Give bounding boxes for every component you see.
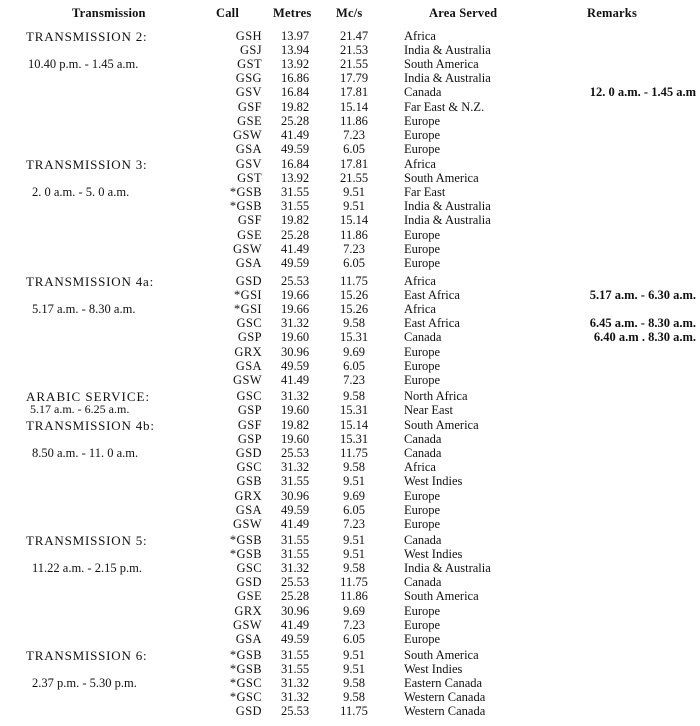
area-served: Africa [404,460,436,475]
wavelength-metres: 19.60 [280,403,310,418]
table-row [0,302,700,316]
call-sign: GSV [235,85,262,100]
call-sign: GSE [237,589,262,604]
area-served: Eastern Canada [404,676,483,691]
frequency-mcs: 15.31 [339,330,369,345]
frequency-mcs: 9.69 [343,344,365,359]
table-row [0,533,700,547]
wavelength-metres: 19.66 [280,302,310,317]
frequency-mcs: 6.05 [343,255,365,270]
header-call: Call [216,6,240,20]
wavelength-metres: 13.97 [280,29,310,43]
frequency-mcs: 9.51 [343,662,365,677]
table-row [0,330,700,344]
table-row [0,460,700,474]
remarks: 12. 0 a.m. - 1.45 a.m [589,85,696,100]
header-area-served: Area Served [429,6,498,20]
header-mcs: Mc/s [336,6,363,20]
table-row [0,418,700,432]
area-served: India & Australia [404,561,491,576]
section-time: 11.22 a.m. - 2.15 p.m. [32,561,142,576]
section-time: 2.37 p.m. - 5.30 p.m. [32,676,137,691]
area-served: India & Australia [404,71,491,86]
frequency-mcs: 6.05 [343,141,365,156]
section-title: TRANSMISSION 4a: [26,274,155,289]
wavelength-metres: 49.59 [280,141,310,156]
call-sign: GSW [233,516,262,531]
call-sign: GSH [235,29,262,43]
wavelength-metres: 25.28 [280,113,310,128]
table-row [0,242,700,256]
frequency-mcs: 11.75 [340,704,368,719]
frequency-mcs: 9.58 [343,460,365,475]
wavelength-metres: 25.53 [280,446,310,461]
frequency-mcs: 6.05 [343,358,365,373]
call-sign: GRX [234,603,262,618]
frequency-mcs: 21.55 [339,57,369,72]
area-served: South America [404,648,479,662]
call-sign: GSW [233,372,262,387]
frequency-mcs: 7.23 [343,516,365,531]
call-sign: GSP [237,403,262,418]
frequency-mcs: 9.58 [343,561,365,576]
table-row [0,57,700,71]
area-served: West Indies [404,547,463,562]
wavelength-metres: 30.96 [280,603,310,618]
table-row [0,345,700,359]
area-served: Europe [404,631,441,646]
wavelength-metres: 30.96 [280,488,310,503]
frequency-mcs: 9.69 [343,488,365,503]
call-sign: *GSC [229,676,262,691]
table-row [0,690,700,704]
table-row [0,604,700,618]
area-served: Canada [404,85,442,100]
area-served: Europe [404,227,441,242]
table-row [0,704,700,718]
call-sign: GSF [237,418,262,432]
area-served: Europe [404,344,441,359]
call-sign: GSD [235,704,262,719]
call-sign: GRX [234,344,262,359]
call-sign: *GSC [229,690,262,705]
frequency-mcs: 9.51 [343,533,365,547]
table-row [0,618,700,632]
wavelength-metres: 49.59 [280,255,310,270]
call-sign: GSA [235,141,262,156]
wavelength-metres: 31.55 [280,185,310,200]
table-row [0,662,700,676]
frequency-mcs: 7.23 [343,617,365,632]
call-sign: GSD [235,446,262,461]
table-row [0,489,700,503]
remarks: 6.40 a.m . 8.30 a.m. [593,330,696,345]
table-row [0,85,700,99]
call-sign: GSP [237,330,262,345]
wavelength-metres: 31.32 [280,561,310,576]
frequency-mcs: 11.86 [340,589,368,604]
area-served: Africa [404,29,436,43]
section-title: ARABIC SERVICE: [26,389,151,404]
call-sign: GSP [237,432,262,447]
area-served: Canada [404,330,442,345]
call-sign: GSW [233,617,262,632]
area-served: Europe [404,372,441,387]
section-title: TRANSMISSION 6: [26,648,148,663]
frequency-mcs: 15.14 [339,99,369,114]
frequency-mcs: 15.31 [339,432,369,447]
section-time: 10.40 p.m. - 1.45 a.m. [28,57,139,72]
area-served: Europe [404,141,441,156]
header-transmission: Transmission [72,6,146,20]
call-sign: GSW [233,127,262,142]
call-sign: *GSB [229,185,262,200]
remarks: 5.17 a.m. - 6.30 a.m. [589,288,696,303]
table-row [0,171,700,185]
area-served: Europe [404,255,441,270]
call-sign: GSC [236,561,262,576]
frequency-mcs: 21.47 [339,29,369,43]
area-served: India & Australia [404,199,491,214]
section-title: TRANSMISSION 2: [26,29,148,44]
wavelength-metres: 31.55 [280,648,310,662]
wavelength-metres: 31.55 [280,533,310,547]
frequency-mcs: 17.81 [339,157,369,171]
header-remarks: Remarks [587,6,638,20]
wavelength-metres: 31.32 [280,460,310,475]
frequency-mcs: 11.75 [340,446,368,461]
call-sign: GSA [235,502,262,517]
area-served: India & Australia [404,213,491,228]
section-title: TRANSMISSION 3: [26,157,148,172]
table-row [0,474,700,488]
area-served: South America [404,171,479,186]
call-sign: GSE [237,113,262,128]
section-title: TRANSMISSION 5: [26,533,148,548]
call-sign: GSD [235,575,262,590]
call-sign: GSD [235,274,262,288]
table-row [0,274,700,288]
frequency-mcs: 15.26 [339,302,369,317]
section-time: 2. 0 a.m. - 5. 0 a.m. [32,185,130,200]
area-served: Africa [404,157,436,171]
call-sign: *GSI [234,288,262,303]
table-row [0,575,700,589]
call-sign: *GSI [234,302,262,317]
section-time: 5.17 a.m. - 8.30 a.m. [32,302,136,317]
area-served: East Africa [404,288,460,303]
call-sign: GSC [236,316,262,331]
table-row [0,228,700,242]
frequency-mcs: 15.26 [339,288,369,303]
area-served: Europe [404,127,441,142]
area-served: North Africa [404,389,468,403]
table-row [0,547,700,561]
wavelength-metres: 41.49 [280,617,310,632]
frequency-mcs: 9.51 [343,547,365,562]
wavelength-metres: 49.59 [280,358,310,373]
wavelength-metres: 31.32 [280,389,310,403]
area-served: Africa [404,302,436,317]
section-time: 5.17 a.m. - 6.25 a.m. [30,402,130,416]
call-sign: GSA [235,358,262,373]
area-served: South America [404,57,479,72]
call-sign: *GSB [229,648,262,662]
area-served: India & Australia [404,43,491,58]
wavelength-metres: 16.84 [280,85,310,100]
area-served: Africa [404,274,436,288]
table-row [0,114,700,128]
call-sign: *GSB [229,533,262,547]
wavelength-metres: 19.66 [280,288,310,303]
wavelength-metres: 31.32 [280,316,310,331]
table-row [0,561,700,575]
wavelength-metres: 13.92 [280,171,310,186]
wavelength-metres: 31.32 [280,676,310,691]
table-row [0,446,700,460]
call-sign: GSA [235,631,262,646]
header-metres: Metres [273,6,312,20]
frequency-mcs: 7.23 [343,372,365,387]
area-served: Canada [404,575,442,590]
wavelength-metres: 30.96 [280,344,310,359]
wavelength-metres: 19.60 [280,330,310,345]
table-row [0,128,700,142]
table-row [0,648,700,662]
table-row [0,676,700,690]
table-row [0,256,700,270]
table-row [0,185,700,199]
frequency-mcs: 21.55 [339,171,369,186]
wavelength-metres: 19.82 [280,418,310,432]
area-served: Canada [404,533,442,547]
table-row [0,589,700,603]
area-served: Europe [404,241,441,256]
call-sign: GSW [233,241,262,256]
wavelength-metres: 19.60 [280,432,310,447]
table-row [0,71,700,85]
frequency-mcs: 17.81 [339,85,369,100]
frequency-mcs: 7.23 [343,127,365,142]
frequency-mcs: 7.23 [343,241,365,256]
frequency-mcs: 15.31 [339,403,369,418]
wavelength-metres: 31.55 [280,662,310,677]
area-served: Europe [404,502,441,517]
table-row [0,632,700,646]
wavelength-metres: 31.55 [280,547,310,562]
area-served: Canada [404,446,442,461]
area-served: Europe [404,516,441,531]
frequency-mcs: 9.58 [343,389,365,403]
frequency-mcs: 6.05 [343,502,365,517]
table-row [0,213,700,227]
call-sign: GRX [234,488,262,503]
call-sign: GSJ [239,43,262,58]
wavelength-metres: 25.53 [280,575,310,590]
section-title: TRANSMISSION 4b: [26,418,155,433]
wavelength-metres: 41.49 [280,516,310,531]
wavelength-metres: 49.59 [280,502,310,517]
table-row [0,403,700,417]
table-row [0,29,700,43]
wavelength-metres: 49.59 [280,631,310,646]
frequency-mcs: 11.75 [340,575,368,590]
table-row [0,100,700,114]
wavelength-metres: 19.82 [280,99,310,114]
frequency-mcs: 9.58 [343,690,365,705]
wavelength-metres: 19.82 [280,213,310,228]
area-served: East Africa [404,316,460,331]
wavelength-metres: 16.86 [280,71,310,86]
wavelength-metres: 31.32 [280,690,310,705]
frequency-mcs: 9.51 [343,199,365,214]
area-served: Canada [404,432,442,447]
area-served: Europe [404,358,441,373]
table-row [0,373,700,387]
frequency-mcs: 15.14 [339,213,369,228]
table-row [0,142,700,156]
call-sign: GSF [237,213,262,228]
table-row [0,359,700,373]
call-sign: GST [237,57,262,72]
table-row [0,389,700,403]
call-sign: GST [237,171,262,186]
area-served: Europe [404,488,441,503]
wavelength-metres: 13.94 [280,43,310,58]
area-served: Europe [404,113,441,128]
wavelength-metres: 13.92 [280,57,310,72]
frequency-mcs: 21.53 [339,43,369,58]
wavelength-metres: 25.53 [280,704,310,719]
table-row [0,43,700,57]
call-sign: *GSB [229,662,262,677]
table-row [0,503,700,517]
wavelength-metres: 41.49 [280,372,310,387]
frequency-mcs: 9.51 [343,648,365,662]
call-sign: *GSB [229,199,262,214]
frequency-mcs: 15.14 [339,418,369,432]
table-row [0,316,700,330]
area-served: Far East & N.Z. [404,99,485,114]
area-served: Near East [404,403,453,418]
table-row [0,517,700,531]
call-sign: GSC [236,389,262,403]
frequency-mcs: 11.86 [340,227,368,242]
wavelength-metres: 25.53 [280,274,310,288]
call-sign: *GSB [229,547,262,562]
section-time: 8.50 a.m. - 11. 0 a.m. [32,446,139,461]
table-row [0,199,700,213]
area-served: Western Canada [404,704,486,719]
area-served: South America [404,418,479,432]
area-served: South America [404,589,479,604]
wavelength-metres: 16.84 [280,157,310,171]
frequency-mcs: 9.51 [343,185,365,200]
area-served: Europe [404,617,441,632]
table-row [0,432,700,446]
wavelength-metres: 31.55 [280,474,310,489]
wavelength-metres: 25.28 [280,589,310,604]
call-sign: GSC [236,460,262,475]
call-sign: GSA [235,255,262,270]
wavelength-metres: 25.28 [280,227,310,242]
area-served: West Indies [404,474,463,489]
frequency-mcs: 9.58 [343,316,365,331]
wavelength-metres: 31.55 [280,199,310,214]
frequency-mcs: 6.05 [343,631,365,646]
frequency-mcs: 9.58 [343,676,365,691]
call-sign: GSB [236,474,262,489]
call-sign: GSG [235,71,262,86]
wavelength-metres: 41.49 [280,127,310,142]
wavelength-metres: 41.49 [280,241,310,256]
remarks: 6.45 a.m. - 8.30 a.m. [589,316,696,331]
frequency-mcs: 11.86 [340,113,368,128]
area-served: Far East [404,185,446,200]
area-served: Western Canada [404,690,486,705]
call-sign: GSV [235,157,262,171]
frequency-mcs: 9.69 [343,603,365,618]
call-sign: GSE [237,227,262,242]
area-served: Europe [404,603,441,618]
area-served: West Indies [404,662,463,677]
frequency-mcs: 9.51 [343,474,365,489]
table-row [0,157,700,171]
frequency-mcs: 11.75 [340,274,368,288]
table-row [0,288,700,302]
frequency-mcs: 17.79 [339,71,369,86]
call-sign: GSF [237,99,262,114]
